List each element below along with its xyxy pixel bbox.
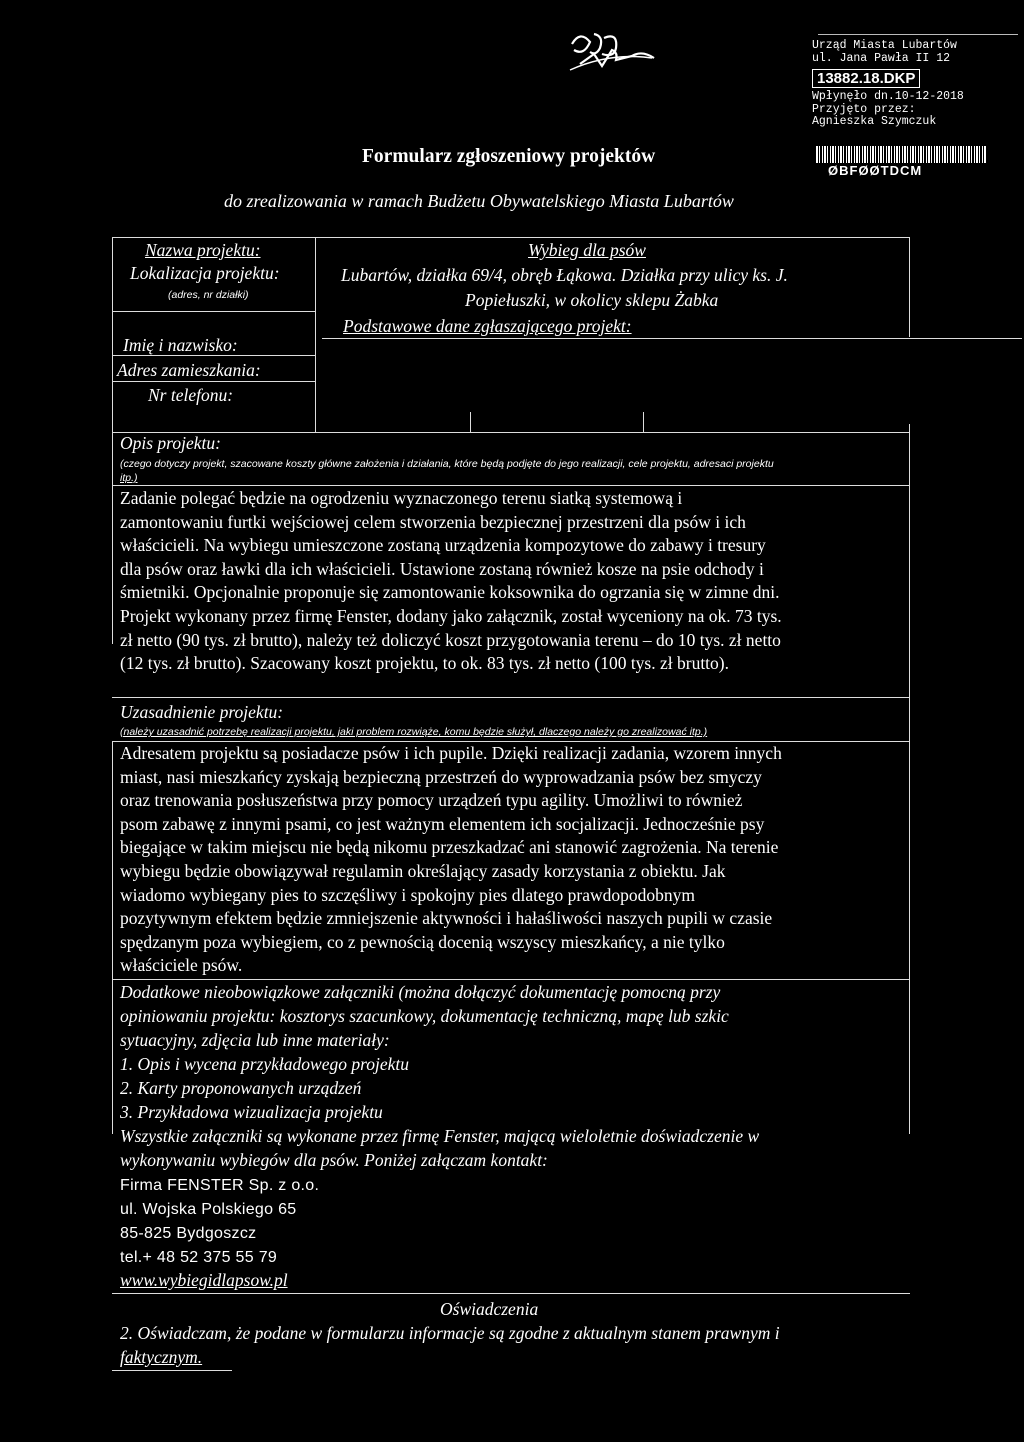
- justification-label: Uzasadnienie projektu:: [120, 702, 284, 722]
- registry-stamp: [812, 40, 1012, 129]
- justification-line: biegające w takim miejscu nie będą nikomu przeszkadzać ani stanowić zagrożenia. Na terenie: [120, 837, 779, 858]
- basic-data-header: Podstawowe dane zgłaszającego projekt:: [343, 316, 632, 336]
- address-label: Adres zamieszkania:: [117, 360, 261, 380]
- description-line: Zadanie polegać będzie na ogrodzeniu wyznaczonego terenu siatką systemową i: [120, 488, 683, 508]
- location-label: Lokalizacja projektu:: [130, 263, 280, 283]
- location-value-line1: Lubartów, działka 69/4, obręb Łąkowa. Działka przy ulicy ks. J.: [341, 265, 788, 285]
- project-name-value: Wybieg dla psów: [528, 240, 646, 260]
- justification-line: psom zabawę z innymi psami, co jest ważnym elementem ich socjalizacji. Jednocześnie psy: [120, 813, 765, 834]
- page-title: Formularz zgłoszeniowy projektów: [362, 146, 656, 167]
- contact-city: 85-825 Bydgoszcz: [120, 1225, 257, 1242]
- location-hint: (adres, nr działki): [168, 289, 249, 301]
- description-line: (12 tys. zł brutto). Szacowany koszt projektu, to ok. 83 tys. zł netto (100 tys. zł brutto).: [120, 653, 729, 674]
- phone-label: Nr telefonu:: [148, 385, 234, 405]
- description-hint: (czego dotyczy projekt, szacowane koszty główne założenia i działania, które będą podjęte do jego realizacji, cele projektu, adresaci projektu itp.): [120, 458, 774, 484]
- location-value-line2: Popiełuszki, w okolicy sklepu Żabka: [465, 290, 719, 310]
- justification-hint: (należy uzasadnić potrzebę realizacji projektu, jaki problem rozwiąże, komu będzie służył, dlaczego należy go zrealizować itp.): [120, 726, 708, 738]
- description-line: właścicieli. Na wybiegu umieszczone zostaną urządzenia kompozytowe do zabawy i tresury: [120, 535, 766, 556]
- attachment-item: 3. Przykładowa wizualizacja projektu: [120, 1102, 383, 1122]
- contact-company: Firma FENSTER Sp. z o.o.: [120, 1177, 320, 1194]
- attachment-item: 2. Karty proponowanych urządzeń: [120, 1078, 362, 1098]
- justification-line: wybiegu będzie obowiązywał regulamin określający zasady korzystania z obiektu. Jak: [120, 860, 726, 881]
- justification-line: oraz trenowania posłuszeństwa przy pomocy urządzeń typu agility. Umożliwi to również: [120, 790, 743, 811]
- contact-phone: tel.+ 48 52 375 55 79: [120, 1249, 278, 1266]
- description-line: dla psów oraz ławki dla ich właścicieli. Ustawione zostaną również kosze na psie odchody i: [120, 558, 764, 579]
- attachment-item: 1. Opis i wycena przykładowego projektu: [120, 1054, 410, 1074]
- person-name-label: Imię i nazwisko:: [123, 335, 238, 355]
- stamp-name: Agnieszka Szymczuk: [812, 115, 937, 128]
- justification-line: Adresatem projektu są posiadacze psów i ich pupile. Dzięki realizacji zadania, wzorem innych: [120, 743, 782, 763]
- justification-line: właściciele psów.: [120, 955, 243, 976]
- project-name-label: Nazwa projektu:: [145, 240, 261, 260]
- contact-street: ul. Wojska Polskiego 65: [120, 1201, 297, 1218]
- description-line: zamontowaniu furtki wejściowej celem stworzenia bezpiecznej przestrzeni dla psów i ich: [120, 511, 746, 532]
- description-line: Projekt wykonany przez firmę Fenster, dodany jako załącznik, został wyceniony na ok. 73 tys.: [120, 605, 782, 626]
- description-label: Opis projektu:: [120, 433, 221, 453]
- contact-block: [120, 1174, 319, 1270]
- stamp-office: Urząd Miasta Lubartów: [812, 39, 957, 52]
- contact-website[interactable]: www.wybiegidlapsow.pl: [120, 1270, 288, 1290]
- justification-line: pozytywnym efektem będzie zmniejszenie aktywności i hałaśliwości naszych pupili w czasie: [120, 908, 773, 929]
- declaration-line: 2. Oświadczam, że podane w formularzu informacje są zgodne z aktualnym stanem prawnym i: [120, 1323, 780, 1343]
- declaration-line: faktycznym.: [120, 1347, 203, 1367]
- justification-line: spędzanym poza wybiegiem, co z pewnością docenią wszyscy mieszkańcy, a nie tylko: [120, 931, 725, 952]
- description-line: śmietniki. Opcjonalnie proponuje się zamontowanie koksownika do ogrzania się w zimne dni.: [120, 582, 780, 603]
- barcode-code: ØBFØØTDCM: [828, 163, 923, 178]
- justification-body: [120, 742, 906, 978]
- signature-scribble: [560, 24, 690, 86]
- barcode-image: [816, 146, 986, 163]
- stamp-accepted-by: Przyjęto przez:: [812, 102, 916, 116]
- attachments-intro: Dodatkowe nieobowiązkowe załączniki (można dołączyć dokumentację pomocną przy opiniowaniu projektu: kosztorys szacunkowy, dokumentację techniczną, mapę lub szkic sytuacyjny, zdjęcia lub inne materiały: 1. Opis i wycena przykładowego projektu 2. Karty proponowanych urządzeń 3. Przykładowa wizualizacja projektu Wszystkie załączniki są wykonane przez firmę Fenster, mającą wieloletnie doświadczenie w wykonywaniu wybiegów dla psów. Poniżej załączam kontakt:: [120, 980, 906, 1172]
- stamp-received: Wpłynęło dn.10-12-2018: [812, 90, 964, 103]
- stamp-address: ul. Jana Pawła II 12: [812, 51, 951, 65]
- declarations-title: Oświadczenia: [440, 1299, 539, 1319]
- description-line: zł netto (90 tys. zł brutto), należy też doliczyć koszt przygotowania terenu – do 10 tys. zł netto: [120, 629, 781, 650]
- stamp-reg-number: 13882.18.DKP: [812, 69, 920, 88]
- justification-line: wiadomo wybiegany pies to szczęśliwy i spokojny pies dlatego prawdopodobnym: [120, 884, 695, 905]
- description-body: [120, 487, 906, 676]
- justification-line: miast, nasi mieszkańcy zyskają bezpieczną przestrzeń do wyprowadzania psów bez smyczy: [120, 766, 762, 787]
- page-subtitle: do zrealizowania w ramach Budżetu Obywatelskiego Miasta Lubartów: [224, 191, 734, 211]
